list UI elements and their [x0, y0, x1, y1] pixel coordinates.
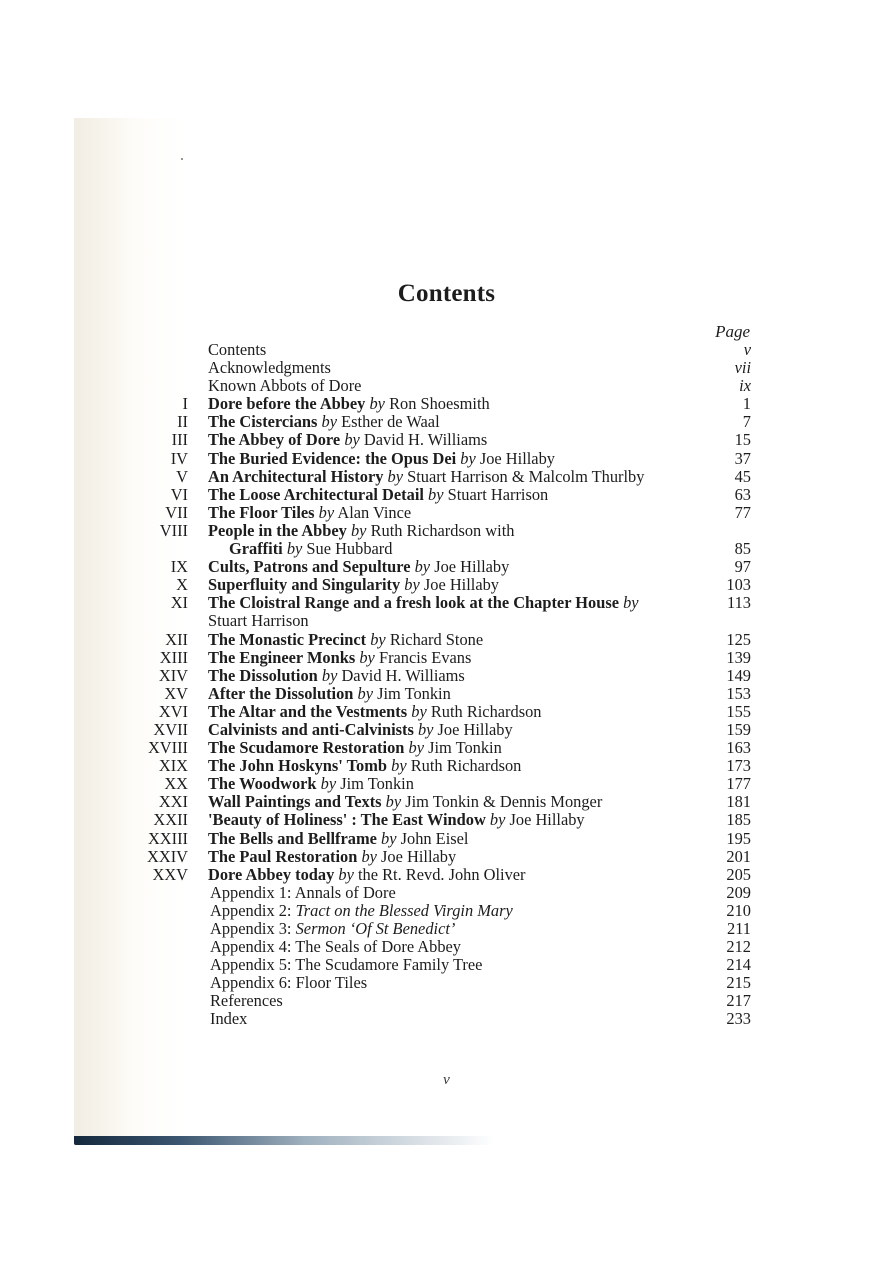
toc-row-chapter[interactable]: [0, 757, 893, 775]
by-label: by: [370, 629, 386, 649]
page-number: 209: [726, 882, 751, 902]
chapter-entry: [208, 866, 708, 884]
page-number: 155: [726, 701, 751, 721]
back-matter-entry: [210, 1010, 710, 1028]
chapter-entry: [208, 468, 708, 486]
toc-row-chapter[interactable]: [0, 721, 893, 739]
toc-row-chapter[interactable]: [0, 468, 893, 486]
chapter-entry: [208, 450, 708, 468]
toc-row-chapter[interactable]: [0, 685, 893, 703]
toc-row-chapter[interactable]: [0, 594, 893, 630]
page-number: 214: [726, 955, 751, 975]
page-number: 85: [734, 538, 751, 558]
chapter-entry: [208, 848, 708, 866]
by-label: by: [318, 502, 335, 522]
chapter-entry: [208, 558, 708, 576]
page-number: ix: [739, 376, 751, 396]
chapter-entry: [208, 594, 708, 630]
chapter-numeral: XXIV: [147, 846, 188, 866]
chapter-author: Sue Hubbard: [306, 538, 393, 558]
page-number: 139: [726, 647, 751, 667]
chapter-author: Ron Shoesmith: [389, 394, 490, 414]
toc-row-chapter[interactable]: [0, 667, 893, 685]
by-label: by: [385, 792, 402, 812]
appendix-prefix: Appendix 5:: [210, 955, 296, 975]
toc-row-chapter[interactable]: [0, 413, 893, 431]
chapter-title: The Buried Evidence: the Opus Dei: [208, 448, 457, 468]
by-label: by: [321, 412, 338, 432]
page-binding-edge: [74, 1136, 494, 1145]
by-label: by: [359, 647, 375, 667]
chapter-entry: [208, 631, 708, 649]
chapter-author: Jim Tonkin: [340, 774, 414, 794]
chapter-title: The Loose Architectural Detail: [208, 484, 424, 504]
chapter-author: Esther de Waal: [341, 412, 440, 432]
page-number: 7: [742, 412, 751, 432]
chapter-numeral: XI: [170, 593, 188, 613]
by-label: by: [387, 466, 404, 486]
chapter-numeral: XXII: [153, 810, 188, 830]
back-matter-entry: [210, 956, 710, 974]
page-number: 159: [726, 719, 751, 739]
toc-row-chapter[interactable]: [0, 649, 893, 667]
chapter-numeral: III: [171, 430, 188, 450]
chapter-entry: [208, 522, 708, 558]
by-label: by: [361, 846, 377, 866]
toc-row-back-matter[interactable]: [0, 920, 893, 938]
chapter-title: An Architectural History: [208, 466, 384, 486]
by-label: by: [411, 701, 427, 721]
page-folio-number: v: [443, 1072, 450, 1088]
toc-row-front-matter[interactable]: [0, 359, 893, 377]
chapter-numeral: XV: [164, 683, 188, 703]
chapter-entry: [208, 576, 708, 594]
page-number: 173: [726, 756, 751, 776]
toc-row-back-matter[interactable]: [0, 884, 893, 902]
page-number: 233: [726, 1009, 751, 1029]
page-number: 217: [726, 991, 751, 1011]
toc-row-back-matter[interactable]: [0, 974, 893, 992]
page-number: 97: [734, 557, 751, 577]
chapter-author: Stuart Harrison & Malcolm Thurlby: [407, 466, 645, 486]
by-label: by: [338, 864, 354, 884]
by-label: by: [286, 538, 303, 558]
chapter-title: The Cistercians: [208, 412, 318, 432]
page-number: 195: [726, 828, 751, 848]
back-matter-label: Sermon ‘Of St Benedict’: [295, 919, 456, 938]
toc-row-chapter[interactable]: [0, 739, 893, 757]
by-label: by: [417, 719, 434, 739]
page-number: 210: [726, 900, 751, 920]
chapter-author: Stuart Harrison: [208, 611, 309, 631]
by-label: by: [489, 810, 506, 830]
chapter-numeral: XXV: [152, 864, 188, 884]
chapter-title: People in the Abbey: [208, 520, 347, 540]
by-label: by: [357, 683, 373, 703]
toc-row-chapter[interactable]: [0, 631, 893, 649]
chapter-entry: [208, 739, 708, 757]
toc-row-chapter[interactable]: [0, 395, 893, 413]
scan-speck: [181, 158, 183, 160]
by-label: by: [350, 520, 367, 540]
chapter-entry: [208, 649, 708, 667]
chapter-subtitle: Graffiti: [229, 538, 283, 558]
chapter-title: The Monastic Precinct: [208, 629, 367, 649]
chapter-title: The Altar and the Vestments: [208, 701, 408, 721]
chapter-entry: [208, 757, 708, 775]
page-number: 1: [742, 394, 751, 414]
chapter-entry: [208, 703, 708, 721]
by-label: by: [404, 575, 420, 595]
chapter-title: The Floor Tiles: [208, 502, 315, 522]
back-matter-entry: [210, 992, 710, 1010]
back-matter-label: Tract on the Blessed Virgin Mary: [295, 900, 513, 920]
page-number: 205: [726, 864, 751, 884]
page-number: 15: [734, 430, 751, 450]
chapter-entry: [208, 811, 708, 829]
chapter-title: After the Dissolution: [208, 683, 354, 703]
page-number: 113: [727, 593, 751, 613]
page-number: 163: [726, 738, 751, 758]
toc-row-chapter[interactable]: [0, 793, 893, 811]
back-matter-label: Annals of Dore: [294, 882, 396, 902]
chapter-numeral: XVII: [153, 719, 188, 739]
page-number: 177: [726, 774, 751, 794]
page-title: Contents: [397, 280, 496, 307]
chapter-numeral: XXI: [158, 792, 188, 812]
toc-row-front-matter[interactable]: [0, 341, 893, 359]
toc-row-chapter[interactable]: [0, 576, 893, 594]
page-number: 125: [726, 629, 751, 649]
by-label: by: [320, 774, 337, 794]
by-label: by: [381, 828, 397, 848]
toc-row-back-matter[interactable]: [0, 956, 893, 974]
chapter-author: Richard Stone: [389, 629, 484, 649]
toc-row-chapter[interactable]: [0, 703, 893, 721]
chapter-numeral: VI: [170, 484, 188, 504]
page-number: 45: [734, 466, 751, 486]
table-of-contents: [0, 341, 893, 1029]
chapter-numeral: VIII: [159, 520, 188, 540]
by-label: by: [460, 448, 476, 468]
page-number: vii: [734, 358, 751, 378]
toc-row-chapter[interactable]: [0, 522, 893, 558]
chapter-entry: [208, 667, 708, 685]
chapter-entry: [208, 830, 708, 848]
chapter-entry: [208, 721, 708, 739]
chapter-entry: [208, 685, 708, 703]
chapter-author: Jim Tonkin & Dennis Monger: [405, 792, 603, 812]
chapter-author: Ruth Richardson: [430, 701, 542, 721]
chapter-entry: [208, 793, 708, 811]
toc-row-chapter[interactable]: [0, 504, 893, 522]
back-matter-label: The Seals of Dore Abbey: [295, 937, 461, 957]
page-number: 77: [734, 502, 751, 522]
chapter-author: David H. Williams: [363, 430, 488, 450]
chapter-author: Francis Evans: [378, 647, 472, 667]
chapter-author: Joe Hillaby: [423, 575, 500, 595]
chapter-author: Joe Hillaby: [434, 557, 510, 577]
chapter-entry: [208, 504, 708, 522]
chapter-author: Ruth Richardson: [410, 756, 522, 776]
page-number: 212: [726, 937, 751, 957]
chapter-title: Calvinists and anti-Calvinists: [208, 719, 414, 739]
by-label: by: [344, 430, 360, 450]
chapter-title: The Engineer Monks: [208, 647, 356, 667]
page-number: 211: [727, 919, 751, 938]
by-label: by: [391, 756, 407, 776]
appendix-prefix: Appendix 2:: [210, 900, 296, 920]
chapter-numeral: V: [176, 466, 188, 486]
page-column-header: Page: [715, 322, 750, 341]
chapter-author: Joe Hillaby: [479, 448, 555, 468]
chapter-numeral: VII: [165, 502, 188, 522]
chapter-author: Joe Hillaby: [437, 719, 513, 739]
chapter-author: Jim Tonkin: [428, 738, 502, 758]
chapter-title: The Woodwork: [208, 774, 317, 794]
chapter-title: The Cloistral Range and a fresh look at the Chapter House: [208, 593, 619, 613]
chapter-title: Dore before the Abbey: [208, 394, 366, 414]
chapter-numeral: II: [177, 412, 188, 432]
chapter-title: Wall Paintings and Texts: [208, 792, 382, 812]
page-number: 181: [726, 792, 751, 812]
toc-row-back-matter[interactable]: [0, 938, 893, 956]
toc-row-back-matter[interactable]: [0, 1010, 893, 1028]
appendix-prefix: Appendix 3:: [210, 919, 296, 938]
appendix-prefix: Appendix 1:: [210, 882, 295, 902]
chapter-title: Dore Abbey today: [208, 864, 335, 884]
toc-row-chapter[interactable]: [0, 431, 893, 449]
chapter-title: The Scudamore Restoration: [208, 738, 405, 758]
back-matter-label: Index: [210, 1009, 248, 1029]
page-number: 63: [734, 484, 751, 504]
toc-row-chapter[interactable]: [0, 450, 893, 468]
toc-row-back-matter[interactable]: [0, 992, 893, 1010]
by-label: by: [408, 738, 424, 758]
back-matter-entry: [210, 974, 710, 992]
chapter-author: Joe Hillaby: [509, 810, 585, 830]
page-number: 153: [726, 683, 751, 703]
chapter-author: John Eisel: [400, 828, 469, 848]
toc-row-chapter[interactable]: [0, 811, 893, 829]
by-label: by: [414, 557, 431, 577]
chapter-entry: [208, 395, 708, 413]
chapter-numeral: XIX: [158, 756, 188, 776]
chapter-title: The Dissolution: [208, 665, 318, 685]
chapter-title: The Abbey of Dore: [208, 430, 341, 450]
toc-row-front-matter[interactable]: [0, 377, 893, 395]
chapter-numeral: XVI: [158, 701, 188, 721]
chapter-numeral: XX: [164, 774, 188, 794]
chapter-numeral: XVIII: [147, 738, 188, 758]
entry-label: Contents: [208, 340, 267, 359]
back-matter-label: Floor Tiles: [295, 973, 368, 993]
page-number: 37: [734, 448, 751, 468]
page-number: 215: [726, 973, 751, 993]
appendix-prefix: Appendix 4:: [210, 937, 296, 957]
chapter-numeral: IX: [170, 557, 188, 577]
page-number: 201: [726, 846, 751, 866]
chapter-numeral: XIV: [158, 665, 188, 685]
toc-row-chapter[interactable]: [0, 558, 893, 576]
toc-row-chapter[interactable]: [0, 830, 893, 848]
chapter-numeral: XIII: [159, 647, 188, 667]
chapter-author: Jim Tonkin: [377, 683, 451, 703]
chapter-entry-line2: [208, 612, 708, 630]
back-matter-entry: [210, 884, 710, 902]
page-number: 103: [726, 575, 751, 595]
chapter-title: The Bells and Bellframe: [208, 828, 377, 848]
chapter-numeral: XII: [165, 629, 188, 649]
by-label: by: [369, 394, 385, 414]
chapter-author: Ruth Richardson with: [370, 520, 515, 540]
chapter-entry-line2: [208, 540, 708, 558]
chapter-author: the Rt. Revd. John Oliver: [357, 864, 526, 884]
chapter-title: Superfluity and Singularity: [208, 575, 401, 595]
chapter-title: 'Beauty of Holiness' : The East Window: [208, 810, 486, 830]
chapter-entry: [208, 775, 708, 793]
by-label: by: [428, 484, 444, 504]
entry-label: Known Abbots of Dore: [208, 376, 362, 396]
chapter-entry: [208, 486, 708, 504]
back-matter-entry: [210, 938, 710, 956]
chapter-numeral: IV: [170, 448, 188, 468]
back-matter-entry: [210, 920, 710, 938]
back-matter-label: The Scudamore Family Tree: [295, 955, 483, 975]
back-matter-entry: [210, 902, 710, 920]
page-number: v: [743, 340, 751, 359]
chapter-entry: [208, 413, 708, 431]
by-label: by: [623, 593, 639, 613]
entry-label: Acknowledgments: [208, 358, 331, 378]
chapter-author: Joe Hillaby: [381, 846, 457, 866]
chapter-numeral: X: [176, 575, 188, 595]
back-matter-label: References: [210, 991, 283, 1011]
toc-row-chapter[interactable]: [0, 866, 893, 884]
chapter-numeral: XXIII: [147, 828, 188, 848]
chapter-author: Alan Vince: [337, 502, 412, 522]
by-label: by: [321, 665, 338, 685]
toc-row-back-matter[interactable]: [0, 902, 893, 920]
page-number: 149: [726, 665, 751, 685]
toc-row-chapter[interactable]: [0, 486, 893, 504]
chapter-author: Stuart Harrison: [447, 484, 549, 504]
chapter-title: The John Hoskyns' Tomb: [208, 756, 388, 776]
chapter-entry: [208, 431, 708, 449]
chapter-title: The Paul Restoration: [208, 846, 358, 866]
page-number: 185: [726, 810, 751, 830]
chapter-title: Cults, Patrons and Sepulture: [208, 557, 411, 577]
chapter-author: David H. Williams: [341, 665, 465, 685]
appendix-prefix: Appendix 6:: [210, 973, 296, 993]
toc-row-chapter[interactable]: [0, 775, 893, 793]
toc-row-chapter[interactable]: [0, 848, 893, 866]
chapter-numeral: I: [182, 394, 188, 414]
